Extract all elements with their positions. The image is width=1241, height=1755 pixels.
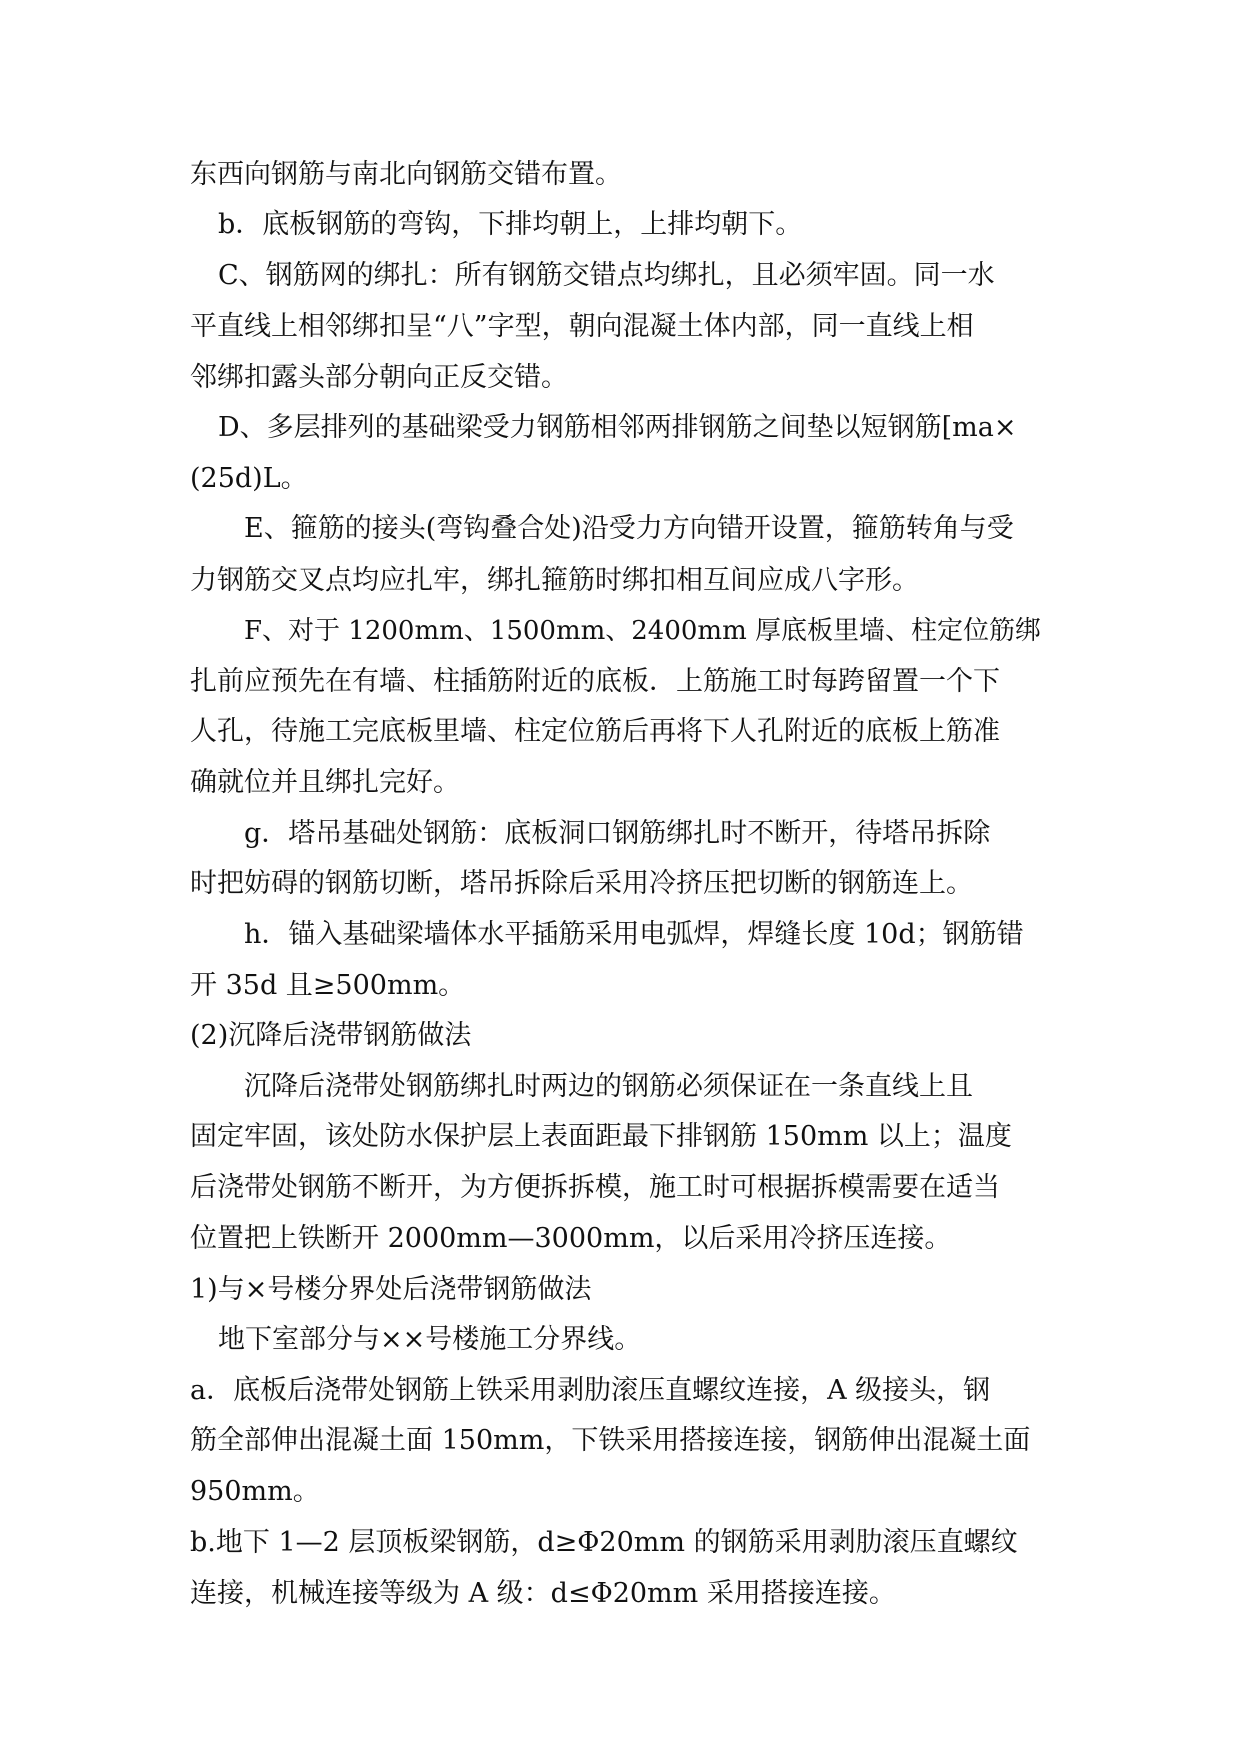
text-line: F、对于 1200mm、1500mm、2400mm 厚底板里墙、柱定位筋绑 xyxy=(244,616,1041,646)
text-line: h．锚入基础梁墙体水平插筋采用电弧焊，焊缝长度 10d；钢筋错 xyxy=(244,919,1024,950)
text-line: 力钢筋交叉点均应扎牢，绑扎箍筋时绑扣相互间应成八字形。 xyxy=(190,565,919,596)
text-line: 位置把上铁断开 2000mm—3000mm，以后采用冷挤压连接。 xyxy=(190,1223,952,1254)
text-line: b.地下 1—2 层顶板梁钢筋，d≥Φ20mm 的钢筋采用剥肋滚压直螺纹 xyxy=(190,1527,1018,1558)
section-heading: (2)沉降后浇带钢筋做法 xyxy=(190,1020,472,1051)
text-line: E、箍筋的接头(弯钩叠合处)沿受力方向错开设置，箍筋转角与受 xyxy=(244,513,1014,544)
text-line: 950mm。 xyxy=(190,1476,320,1507)
section-heading: 1)与×号楼分界处后浇带钢筋做法 xyxy=(190,1274,592,1305)
text-line: 固定牢固，该处防水保护层上表面距最下排钢筋 150mm 以上；温度 xyxy=(190,1121,1012,1152)
text-line: a．底板后浇带处钢筋上铁采用剥肋滚压直螺纹连接，A 级接头，钢 xyxy=(190,1375,991,1406)
text-line: 后浇带处钢筋不断开，为方便拆拆模，施工时可根据拆模需要在适当 xyxy=(190,1172,1000,1203)
text-line: g．塔吊基础处钢筋：底板洞口钢筋绑扎时不断开，待塔吊拆除 xyxy=(244,818,991,849)
text-line: 确就位并且绑扎完好。 xyxy=(190,767,460,798)
text-line: 沉降后浇带处钢筋绑扎时两边的钢筋必须保证在一条直线上且 xyxy=(244,1071,973,1102)
text-line: 开 35d 且≥500mm。 xyxy=(190,970,466,1001)
text-line: D、多层排列的基础梁受力钢筋相邻两排钢筋之间垫以短钢筋[ma× xyxy=(218,412,1017,443)
text-line: 连接，机械连接等级为 A 级：d≤Φ20mm 采用搭接连接。 xyxy=(190,1578,896,1609)
text-line: 邻绑扣露头部分朝向正反交错。 xyxy=(190,362,568,393)
text-line: 扎前应预先在有墙、柱插筋附近的底板．上筋施工时每跨留置一个下 xyxy=(190,666,1000,697)
text-line: 东西向钢筋与南北向钢筋交错布置。 xyxy=(190,159,622,190)
text-line: (25d)L。 xyxy=(190,463,308,494)
text-line: 时把妨碍的钢筋切断，塔吊拆除后采用冷挤压把切断的钢筋连上。 xyxy=(190,868,973,899)
text-line: 人孔，待施工完底板里墙、柱定位筋后再将下人孔附近的底板上筋准 xyxy=(190,716,1000,747)
text-line: 地下室部分与××号楼施工分界线。 xyxy=(218,1324,642,1355)
text-line: C、钢筋网的绑扎：所有钢筋交错点均绑扎，且必须牢固。同一水 xyxy=(218,260,995,291)
text-line: 平直线上相邻绑扣呈“八”字型，朝向混凝土体内部，同一直线上相 xyxy=(190,311,974,342)
text-line: b．底板钢筋的弯钩，下排均朝上，上排均朝下。 xyxy=(218,209,803,240)
text-line: 筋全部伸出混凝土面 150mm，下铁采用搭接连接，钢筋伸出混凝土面 xyxy=(190,1425,1031,1456)
